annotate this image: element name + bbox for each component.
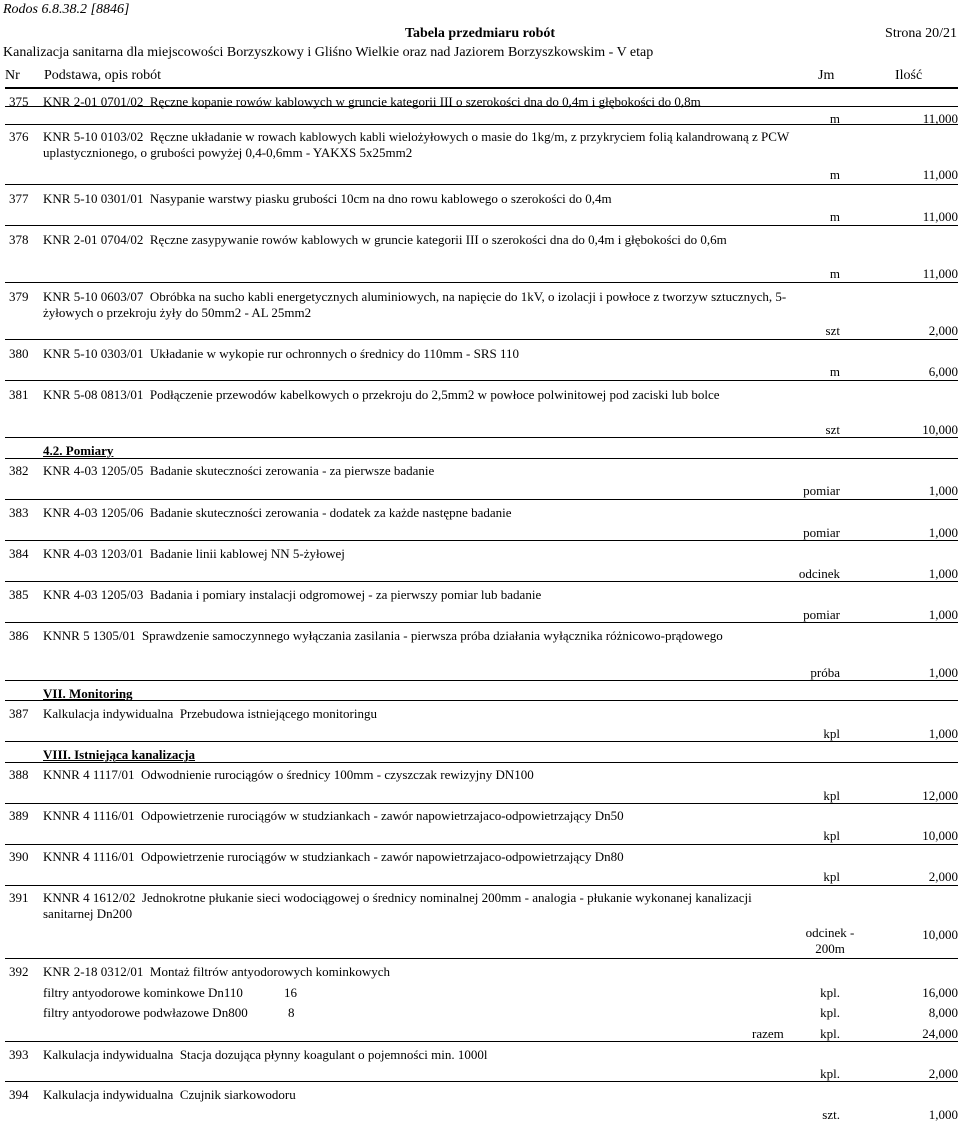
row-divider bbox=[5, 844, 958, 845]
item-quantity: 1,000 bbox=[928, 1107, 958, 1122]
item-description bbox=[43, 232, 793, 248]
item-number: 394 bbox=[9, 1087, 29, 1102]
item-unit: próba bbox=[810, 665, 840, 680]
section-heading: 4.2. Pomiary bbox=[43, 443, 114, 458]
item-code: Kalkulacja indywidualna bbox=[43, 706, 174, 721]
item-unit: m bbox=[829, 167, 840, 182]
row-divider bbox=[5, 1041, 958, 1042]
item-number: 386 bbox=[9, 628, 29, 643]
item-quantity: 10,000 bbox=[922, 927, 958, 942]
item-unit: kpl. bbox=[820, 985, 840, 1000]
item-quantity: 1,000 bbox=[928, 483, 958, 498]
sub-item-count: 8 bbox=[288, 1005, 295, 1020]
item-code: KNR 2-01 0701/02 bbox=[43, 94, 144, 109]
item-number: 380 bbox=[9, 346, 29, 361]
item-text: Odwodnienie rurociągów o średnicy 100mm - czyszczak rewizyjny DN100 bbox=[140, 767, 534, 782]
item-unit: kpl bbox=[823, 788, 840, 803]
item-code: KNNR 4 1116/01 bbox=[43, 808, 135, 823]
item-quantity: 2,000 bbox=[928, 1066, 958, 1081]
section-heading: VII. Monitoring bbox=[43, 686, 133, 701]
item-unit: pomiar bbox=[803, 483, 840, 498]
item-unit: m bbox=[829, 111, 840, 126]
item-text: Układanie w wykopie rur ochronnych o średnicy do 110mm - SRS 110 bbox=[149, 346, 520, 361]
item-number: 390 bbox=[9, 849, 29, 864]
row-divider bbox=[5, 885, 958, 886]
item-number: 376 bbox=[9, 129, 29, 144]
item-description bbox=[43, 505, 793, 521]
item-description bbox=[43, 890, 793, 922]
item-description bbox=[43, 1087, 793, 1103]
page-number: Strona 20/21 bbox=[885, 26, 957, 41]
item-quantity: 2,000 bbox=[928, 869, 958, 884]
item-unit: pomiar bbox=[803, 607, 840, 622]
item-number: 378 bbox=[9, 232, 29, 247]
item-unit: szt bbox=[825, 323, 840, 338]
item-quantity: 1,000 bbox=[928, 726, 958, 741]
item-quantity: 11,000 bbox=[922, 266, 958, 281]
item-text: Jednokrotne płukanie sieci wodociągowej o średnicy nominalnej 200mm - analogia - płukanie wykonanej kanalizacji sanitarnej Dn200 bbox=[43, 890, 752, 921]
item-quantity: 1,000 bbox=[928, 607, 958, 622]
item-number: 382 bbox=[9, 463, 29, 478]
sub-item-label: filtry antyodorowe podwłazowe Dn800 bbox=[43, 1005, 248, 1020]
item-number: 387 bbox=[9, 706, 29, 721]
row-divider bbox=[5, 437, 958, 438]
row-divider bbox=[5, 124, 958, 125]
item-text: Montaż filtrów antyodorowych kominkowych bbox=[149, 964, 390, 979]
item-description bbox=[43, 463, 793, 479]
item-text: Badania i pomiary instalacji odgromowej - za pierwszy pomiar lub badanie bbox=[149, 587, 542, 602]
item-unit: szt. bbox=[822, 1107, 840, 1122]
item-text: Obróbka na sucho kabli energetycznych aluminiowych, na napięcie do 1kV, o izolacji i powłoce z tworzyw sztucznych, 5-żyłowych o przekroju żyły do 50mm2 - AL 25mm2 bbox=[43, 289, 787, 320]
item-unit: m bbox=[829, 266, 840, 281]
item-text: Ręczne kopanie rowów kablowych w gruncie kategorii III o szerokości dna do 0,4m i głębokości do 0,8m bbox=[149, 94, 701, 109]
row-divider bbox=[5, 380, 958, 381]
item-quantity: 24,000 bbox=[922, 1026, 958, 1041]
item-description bbox=[43, 706, 793, 722]
item-description bbox=[43, 964, 793, 980]
col-header-nr: Nr bbox=[5, 68, 20, 83]
item-description bbox=[43, 767, 793, 783]
item-description bbox=[43, 289, 793, 321]
col-header-desc: Podstawa, opis robót bbox=[44, 68, 162, 83]
item-text: Odpowietrzenie rurociągów w studziankach - zawór napowietrzajaco-odpowietrzający Dn80 bbox=[140, 849, 624, 864]
item-quantity: 10,000 bbox=[922, 828, 958, 843]
sub-item-count: 16 bbox=[284, 985, 297, 1000]
item-unit: m bbox=[829, 364, 840, 379]
section-heading: VIII. Istniejąca kanalizacja bbox=[43, 747, 196, 762]
item-quantity: 11,000 bbox=[922, 111, 958, 126]
item-number: 377 bbox=[9, 191, 29, 206]
item-quantity: 1,000 bbox=[928, 665, 958, 680]
item-description bbox=[43, 129, 793, 161]
row-divider bbox=[5, 680, 958, 681]
item-text: Nasypanie warstwy piasku grubości 10cm na dno rowu kablowego o szerokości do 0,4m bbox=[149, 191, 612, 206]
item-quantity: 6,000 bbox=[928, 364, 958, 379]
row-divider bbox=[5, 741, 958, 742]
item-code: KNR 5-10 0103/02 bbox=[43, 129, 144, 144]
item-text: Odpowietrzenie rurociągów w studziankach - zawór napowietrzajaco-odpowietrzający Dn50 bbox=[140, 808, 624, 823]
item-number: 389 bbox=[9, 808, 29, 823]
item-unit: odcinek - 200m bbox=[805, 925, 855, 956]
item-text: Stacja dozująca płynny koagulant o pojemności min. 1000l bbox=[179, 1047, 488, 1062]
item-code: KNR 5-10 0301/01 bbox=[43, 191, 144, 206]
row-divider bbox=[5, 282, 958, 283]
item-description bbox=[43, 1047, 793, 1063]
item-number: 383 bbox=[9, 505, 29, 520]
item-description bbox=[43, 94, 793, 110]
row-divider bbox=[5, 1081, 958, 1082]
item-number: 388 bbox=[9, 767, 29, 782]
item-unit: kpl. bbox=[820, 1005, 840, 1020]
item-code: KNNR 4 1117/01 bbox=[43, 767, 135, 782]
item-quantity: 8,000 bbox=[928, 1005, 958, 1020]
item-text: Badanie skuteczności zerowania - dodatek za każde następne badanie bbox=[149, 505, 512, 520]
total-label: razem bbox=[752, 1026, 784, 1041]
row-divider bbox=[5, 622, 958, 623]
item-number: 375 bbox=[9, 94, 29, 109]
item-code: KNR 4-03 1205/03 bbox=[43, 587, 144, 602]
col-header-qty: Ilość bbox=[895, 68, 923, 83]
item-code: KNNR 4 1116/01 bbox=[43, 849, 135, 864]
row-divider bbox=[5, 339, 958, 340]
project-subtitle: Kanalizacja sanitarna dla miejscowości Borzyszkowy i Gliśno Wielkie oraz nad Jaziorem Borzyszkowskim - V etap bbox=[3, 45, 654, 60]
item-description bbox=[43, 628, 793, 644]
page-title: Tabela przedmiaru robót bbox=[404, 26, 556, 41]
item-description bbox=[43, 849, 793, 865]
item-description bbox=[43, 546, 793, 562]
row-divider bbox=[5, 700, 958, 701]
item-description bbox=[43, 587, 793, 603]
item-text: Badanie skuteczności zerowania - za pierwsze badanie bbox=[149, 463, 435, 478]
item-code: Kalkulacja indywidualna bbox=[43, 1047, 174, 1062]
row-divider bbox=[5, 458, 958, 459]
item-quantity: 1,000 bbox=[928, 525, 958, 540]
item-number: 384 bbox=[9, 546, 29, 561]
item-code: Kalkulacja indywidualna bbox=[43, 1087, 174, 1102]
item-code: KNR 5-10 0603/07 bbox=[43, 289, 144, 304]
item-code: KNR 5-10 0303/01 bbox=[43, 346, 144, 361]
item-quantity: 1,000 bbox=[928, 566, 958, 581]
row-divider bbox=[5, 958, 958, 959]
item-code: KNNR 4 1612/02 bbox=[43, 890, 136, 905]
item-quantity: 16,000 bbox=[922, 985, 958, 1000]
row-divider bbox=[5, 581, 958, 582]
row-divider bbox=[5, 540, 958, 541]
item-quantity: 2,000 bbox=[928, 323, 958, 338]
item-quantity: 11,000 bbox=[922, 167, 958, 182]
item-code: KNR 5-08 0813/01 bbox=[43, 387, 144, 402]
item-unit: kpl. bbox=[820, 1066, 840, 1081]
row-divider bbox=[5, 762, 958, 763]
header-divider bbox=[5, 87, 958, 89]
item-text: Ręczne układanie w rowach kablowych kabli wielożyłowych o masie do 1kg/m, z przykryciem folią kalandrowaną z PCW uplastycznionego, o grubości powyżej 0,4-0,6mm - YAKXS 5x25mm2 bbox=[43, 129, 789, 160]
item-quantity: 12,000 bbox=[922, 788, 958, 803]
item-number: 381 bbox=[9, 387, 29, 402]
item-code: KNR 4-03 1205/05 bbox=[43, 463, 144, 478]
row-divider bbox=[5, 225, 958, 226]
item-description bbox=[43, 387, 793, 403]
item-code: KNR 2-01 0704/02 bbox=[43, 232, 144, 247]
item-unit: odcinek bbox=[798, 566, 840, 581]
item-unit: kpl bbox=[823, 828, 840, 843]
item-text: Ręczne zasypywanie rowów kablowych w gruncie kategorii III o szerokości dna do 0,4m i głębokości do 0,6m bbox=[149, 232, 727, 247]
item-number: 379 bbox=[9, 289, 29, 304]
row-divider bbox=[5, 803, 958, 804]
item-quantity: 11,000 bbox=[922, 209, 958, 224]
app-version: Rodos 6.8.38.2 [8846] bbox=[3, 2, 130, 17]
item-unit: pomiar bbox=[803, 525, 840, 540]
item-code: KNNR 5 1305/01 bbox=[43, 628, 136, 643]
item-text: Podłączenie przewodów kabelkowych o przekroju do 2,5mm2 w powłoce polwinitowej pod zaciski lub bolce bbox=[149, 387, 720, 402]
item-description bbox=[43, 808, 793, 824]
row-divider bbox=[5, 184, 958, 185]
item-number: 385 bbox=[9, 587, 29, 602]
item-description bbox=[43, 191, 793, 207]
item-unit: kpl. bbox=[820, 1026, 840, 1041]
item-unit: kpl bbox=[823, 869, 840, 884]
item-unit: kpl bbox=[823, 726, 840, 741]
item-number: 393 bbox=[9, 1047, 29, 1062]
item-unit: m bbox=[829, 209, 840, 224]
row-divider bbox=[5, 499, 958, 500]
item-code: KNR 4-03 1203/01 bbox=[43, 546, 144, 561]
sub-item-label: filtry antyodorowe kominkowe Dn110 bbox=[43, 985, 243, 1000]
item-quantity: 10,000 bbox=[922, 422, 958, 437]
item-text: Badanie linii kablowej NN 5-żyłowej bbox=[149, 546, 345, 561]
item-description bbox=[43, 346, 793, 362]
item-text: Czujnik siarkowodoru bbox=[179, 1087, 296, 1102]
item-code: KNR 2-18 0312/01 bbox=[43, 964, 144, 979]
item-unit: szt bbox=[825, 422, 840, 437]
col-header-unit: Jm bbox=[818, 68, 835, 83]
item-number: 392 bbox=[9, 964, 29, 979]
item-code: KNR 4-03 1205/06 bbox=[43, 505, 144, 520]
item-number: 391 bbox=[9, 890, 29, 905]
item-text: Sprawdzenie samoczynnego wyłączania zasilania - pierwsza próba działania wyłącznika różnicowo-prądowego bbox=[141, 628, 723, 643]
item-text: Przebudowa istniejącego monitoringu bbox=[179, 706, 377, 721]
